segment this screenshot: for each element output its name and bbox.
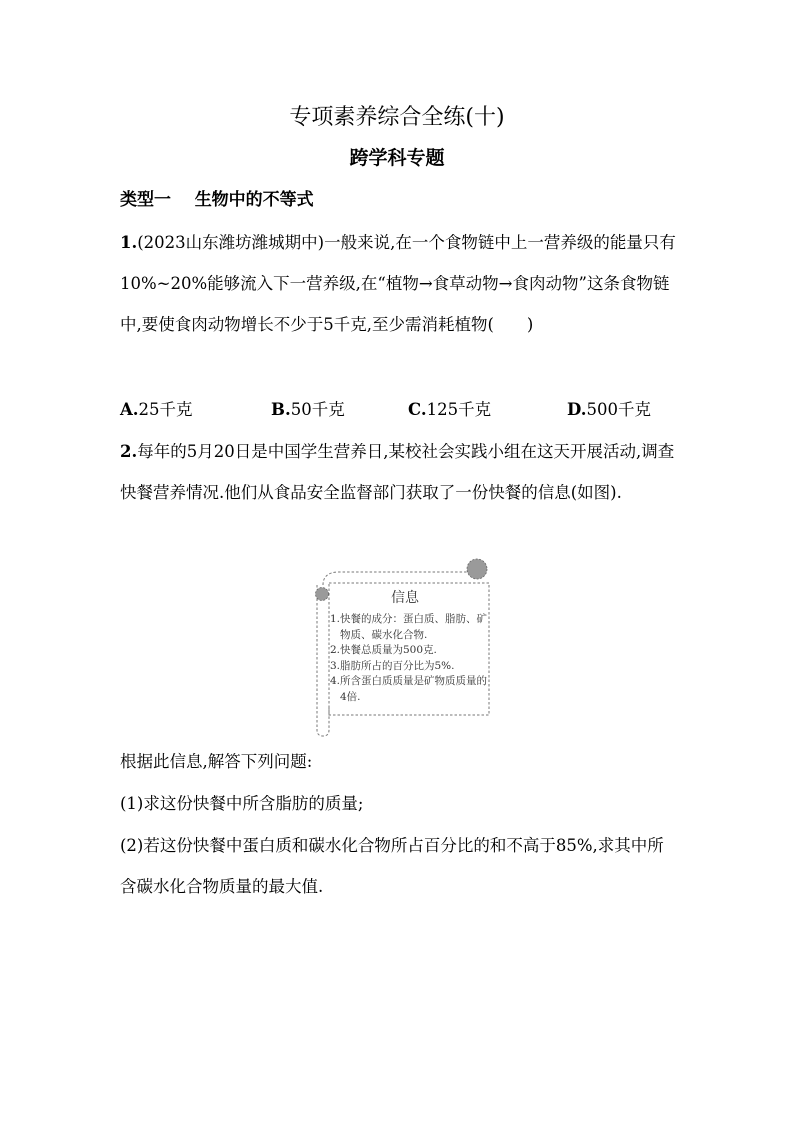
- info-item-number: 3.: [330, 659, 341, 672]
- info-item: [330, 674, 490, 705]
- question-2-part-1: (1)求这份快餐中所含脂肪的质量;: [120, 794, 364, 813]
- info-title: 信息: [391, 590, 419, 606]
- choice-a-label: A.: [120, 400, 139, 419]
- question-2-part-2: (2)若这份快餐中蛋白质和碳水化合物所占百分比的和不高于85%,求其中所含碳水化合物质量的最大值.: [120, 836, 664, 896]
- info-item: [330, 659, 490, 675]
- choice-b-text: 50千克: [290, 400, 345, 419]
- info-item-text: 快餐总质量为500克.: [340, 644, 437, 656]
- section-heading: [120, 186, 314, 214]
- info-item-number: 2.: [330, 644, 341, 656]
- info-item: [330, 643, 490, 659]
- question-1-number: 1.: [120, 233, 138, 252]
- choice-a: [120, 396, 193, 424]
- page-subtitle: 跨学科专题: [349, 147, 445, 169]
- choice-c-text: 125千克: [426, 400, 492, 419]
- info-item-number: 1.: [330, 613, 341, 625]
- choice-a-text: 25千克: [138, 400, 193, 419]
- info-item-text: 快餐的成分：蛋白质、脂肪、矿物质、碳水化合物.: [340, 613, 487, 641]
- info-list: [330, 612, 490, 705]
- info-item: [330, 612, 490, 643]
- question-1: [120, 222, 680, 345]
- choice-c: [408, 396, 491, 424]
- choice-d-label: D.: [567, 400, 587, 419]
- question-2-prompt: 根据此信息,解答下列问题:: [120, 752, 313, 771]
- scroll-roll-left-icon: [316, 588, 329, 601]
- info-item-text: 所含蛋白质质量是矿物质质量的4倍.: [340, 675, 487, 703]
- choice-d: [567, 396, 651, 424]
- choice-c-label: C.: [408, 400, 427, 419]
- question-2-number: 2.: [120, 442, 138, 461]
- info-item-number: 4.: [330, 675, 341, 687]
- scroll-left-roll: [317, 585, 329, 736]
- scroll-top-edge: [323, 572, 476, 585]
- question-1-choices: [120, 396, 690, 424]
- question-1-text: (2023山东潍坊潍城期中)一般来说,在一个食物链中上一营养级的能量只有10%~20%能够流入下一营养级,在“植物→食草动物→食肉动物”这条食物链中,要使食肉动物增长不少于5千克,至少需消耗植物( ): [120, 233, 676, 334]
- choice-b: [271, 396, 345, 424]
- section-name: 生物中的不等式: [194, 190, 314, 210]
- choice-d-text: 500千克: [586, 400, 651, 419]
- question-2-text: 每年的5月20日是中国学生营养日,某校社会实践小组在这天开展活动,调查快餐营养情况.他们从食品安全监督部门获取了一份快餐的信息(如图).: [120, 442, 675, 502]
- scroll-roll-right-icon: [467, 559, 487, 579]
- page-title: 专项素养综合全练(十): [289, 105, 505, 130]
- choice-b-label: B.: [271, 400, 291, 419]
- info-item-text: 脂肪所占的百分比为5%.: [340, 659, 455, 672]
- question-2: [120, 431, 680, 513]
- section-label: 类型一: [120, 190, 171, 210]
